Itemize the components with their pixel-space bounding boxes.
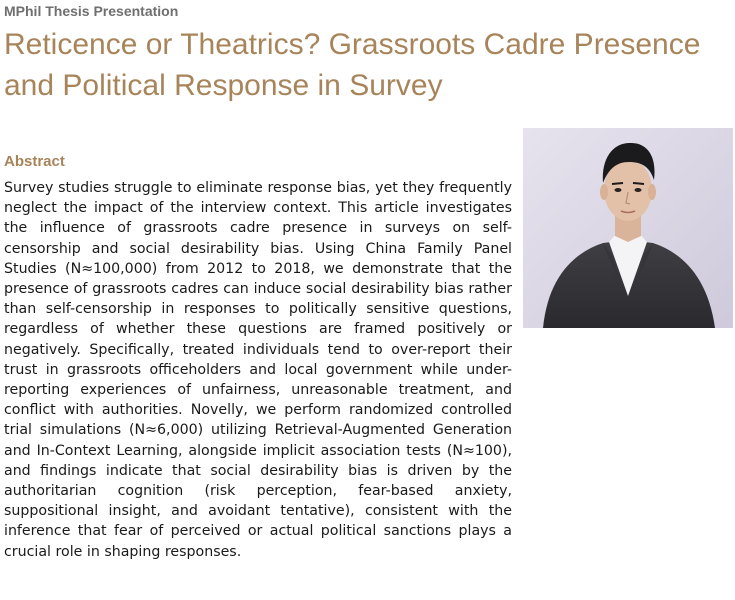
event-label: MPhil Thesis Presentation <box>4 3 179 19</box>
page-title: Reticence or Theatrics? Grassroots Cadre Presence and Political Response in Survey <box>4 28 701 102</box>
abstract-heading: Abstract <box>4 153 65 170</box>
abstract-body: Survey studies struggle to eliminate response bias, yet they frequently neglect the impact of the interview context. This article investigates the influence of grassroots cadre presence in surveys on self-censorship and social desirability bias. Using China Family Panel Studies (N≈100,000) from 2012 to 2018, we demonstrate that the presence of grassroots cadres can induce social desirability bias rather than self-censorship in responses to politically sensitive questions, regardless of whether these questions are framed positively or negatively. Specifically, treated individuals tend to over-report their trust in grassroots officeholders and local government while under-reporting experiences of unfairness, unreasonable treatment, and conflict with authorities. Novelly, we perform randomized controlled trial simulations (N≈6,000) utilizing Retrieval-Augmented Generation and In-Context Learning, alongside implicit association tests (N≈100), and findings indicate that social desirability bias is driven by the authoritarian cognition (risk perception, fear-based anxiety, suppositional insight, and avoidant tentative), consistent with the inference that fear of perceived or actual political sanctions plays a crucial role in shaping responses. <box>4 180 512 560</box>
presenter-portrait <box>523 128 733 328</box>
